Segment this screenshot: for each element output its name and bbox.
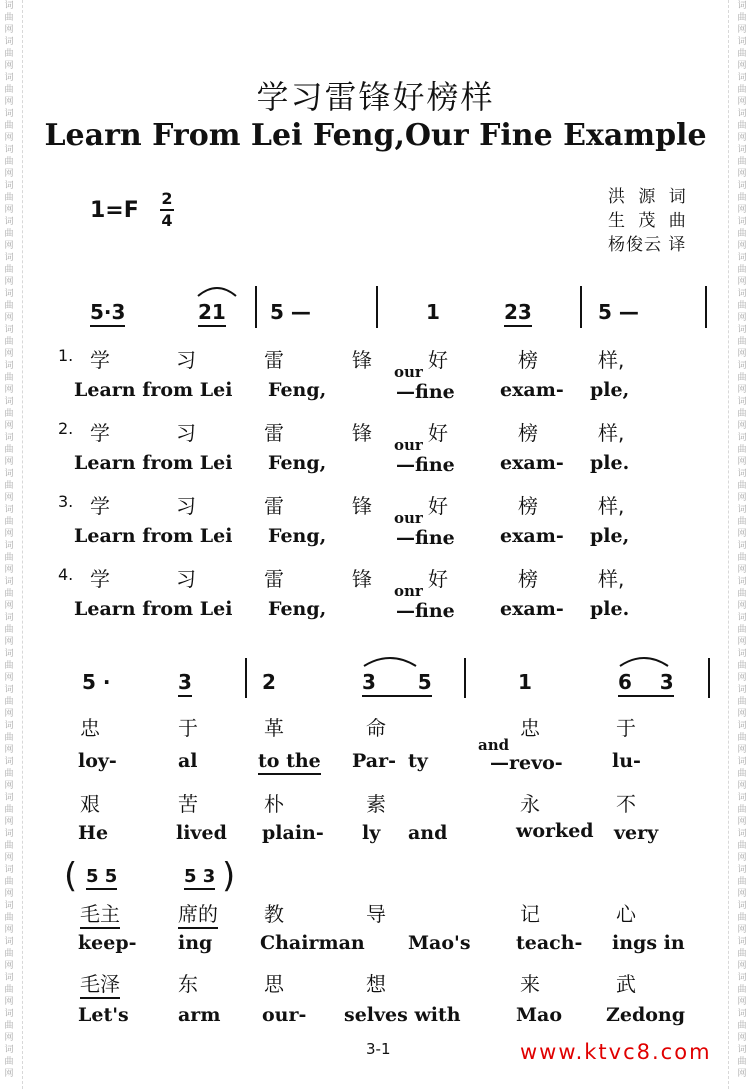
lyric-en: ing xyxy=(178,932,213,954)
lyric-en: plain- xyxy=(262,822,324,844)
lyric-en: ple. xyxy=(590,598,630,620)
note: 2 xyxy=(262,670,276,694)
time-bottom: 4 xyxy=(161,211,173,230)
left-watermark: 词曲网词曲网词曲网词曲网词曲网词曲网词曲网词曲网词曲网词曲网词曲网词曲网词曲网词曲网词曲网词曲网词曲网词曲网词曲网词曲网词曲网词曲网词曲网词曲网词曲网词曲网词曲网词曲网词曲网词曲网 xyxy=(4,1,14,1079)
lyric-en: Feng, xyxy=(268,452,327,474)
verse-number: 2. xyxy=(58,419,74,438)
lyric-en: —fine xyxy=(396,527,455,549)
lyric-cn: 武 xyxy=(616,972,636,996)
lyric-cn: 锋 xyxy=(352,494,372,518)
lyric-en: Let's xyxy=(78,1004,129,1026)
lyric-cn: 心 xyxy=(616,902,636,926)
lyric-cn: 锋 xyxy=(352,348,372,372)
lyric-en: teach- xyxy=(516,932,583,954)
lyric-cn: 学 xyxy=(90,348,110,372)
lyric-cn: 锋 xyxy=(352,567,372,591)
lyric-cn: 朴 xyxy=(264,792,284,816)
lyric-en: exam- xyxy=(500,598,564,620)
left-margin-line xyxy=(22,0,23,1089)
lyric-cn: 毛泽 xyxy=(80,968,120,997)
lyric-en: —fine xyxy=(396,600,455,622)
lyric-en: and xyxy=(408,822,448,844)
slur xyxy=(618,654,670,668)
note: 5 · xyxy=(82,670,111,694)
lyric-cn: 于 xyxy=(178,716,198,740)
lyric-en: Chairman xyxy=(260,932,365,954)
note: 1 xyxy=(518,670,532,694)
time-signature xyxy=(160,190,174,230)
lyric-cn: 习 xyxy=(176,421,196,445)
lyric-cn: 样, xyxy=(598,421,625,445)
note-group: 5 5 xyxy=(86,866,117,887)
lyric-cn: 好 xyxy=(428,494,448,518)
credit-lyricist: 洪 源 词 xyxy=(608,187,690,207)
lyric-cn: 雷 xyxy=(264,348,284,372)
lyric-cn: 于 xyxy=(616,716,636,740)
barline xyxy=(245,658,247,698)
paren-close: ) xyxy=(222,856,236,896)
lyric-en: Learn from Lei xyxy=(74,598,233,620)
lyric-cn: 革 xyxy=(264,716,284,740)
lyric-en: ple. xyxy=(590,452,630,474)
slur xyxy=(362,654,418,668)
lyric-cn: 习 xyxy=(176,494,196,518)
credit-translator: 杨俊云 译 xyxy=(608,235,687,255)
lyric-cn: 毛主 xyxy=(80,898,120,927)
lyric-en: exam- xyxy=(500,379,564,401)
note-group: 1 xyxy=(426,300,440,324)
barline xyxy=(255,286,257,328)
verse-number: 1. xyxy=(58,346,74,365)
note-group: 5 3 xyxy=(184,866,215,887)
lyric-en: lu- xyxy=(612,750,641,772)
lyric-cn: 好 xyxy=(428,348,448,372)
note-group: 5 — xyxy=(598,300,639,324)
lyric-en: and xyxy=(478,736,510,754)
lyric-en: al xyxy=(178,750,198,772)
lyric-en: onr xyxy=(394,582,423,600)
lyric-en: our- xyxy=(262,1004,307,1026)
lyric-cn: 雷 xyxy=(264,567,284,591)
lyric-cn: 忠 xyxy=(80,716,100,740)
lyric-cn: 样, xyxy=(598,567,625,591)
lyric-en: loy- xyxy=(78,750,117,772)
barline xyxy=(376,286,378,328)
lyric-cn: 不 xyxy=(616,792,636,816)
lyric-en: Learn from Lei xyxy=(74,379,233,401)
lyric-en: Feng, xyxy=(268,525,327,547)
note-group: 6 3 xyxy=(618,670,674,694)
lyric-en: lived xyxy=(176,822,227,844)
verse-number: 3. xyxy=(58,492,74,511)
lyric-cn: 好 xyxy=(428,421,448,445)
lyric-cn: 榜 xyxy=(518,421,538,445)
lyric-cn: 学 xyxy=(90,494,110,518)
right-margin-line xyxy=(728,0,729,1089)
lyric-en: Learn from Lei xyxy=(74,525,233,547)
lyric-cn: 席的 xyxy=(178,898,218,927)
lyric-en: selves with xyxy=(344,1004,461,1026)
lyric-cn: 来 xyxy=(520,972,540,996)
credit-composer: 生 茂 曲 xyxy=(608,211,690,231)
lyric-cn: 习 xyxy=(176,567,196,591)
note-group: 21 xyxy=(198,300,226,324)
lyric-en: Zedong xyxy=(606,1004,686,1026)
lyric-cn: 榜 xyxy=(518,348,538,372)
lyric-en: exam- xyxy=(500,452,564,474)
page-number: 3-1 xyxy=(366,1040,391,1058)
site-watermark: www.ktvc8.com xyxy=(520,1040,712,1064)
lyric-en: our xyxy=(394,509,423,527)
lyric-en: Learn from Lei xyxy=(74,452,233,474)
lyric-en: arm xyxy=(178,1004,221,1026)
title-chinese: 学习雷锋好榜样 xyxy=(256,78,495,116)
lyric-cn: 素 xyxy=(366,792,386,816)
note-group: 5·3 xyxy=(90,300,125,324)
lyric-cn: 想 xyxy=(366,972,386,996)
lyric-cn: 东 xyxy=(178,972,198,996)
lyric-cn: 雷 xyxy=(264,494,284,518)
lyric-cn: 命 xyxy=(366,716,386,740)
lyric-en: very xyxy=(614,822,659,844)
time-top: 2 xyxy=(161,189,173,208)
note-group: 5 — xyxy=(270,300,311,324)
lyric-en: Feng, xyxy=(268,598,327,620)
lyric-cn: 永 xyxy=(520,792,540,816)
lyric-en: keep- xyxy=(78,932,137,954)
lyric-en: ly xyxy=(362,822,381,844)
note: 3 xyxy=(178,670,192,694)
lyric-cn: 教 xyxy=(264,902,284,926)
lyric-cn: 思 xyxy=(264,972,284,996)
lyric-en: Mao's xyxy=(408,932,471,954)
lyric-en: Feng, xyxy=(268,379,327,401)
lyric-cn: 学 xyxy=(90,567,110,591)
verse-number: 4. xyxy=(58,565,74,584)
lyric-cn: 记 xyxy=(520,902,540,926)
lyric-en: exam- xyxy=(500,525,564,547)
title-english: Learn From Lei Feng,Our Fine Example xyxy=(44,118,707,153)
lyric-cn: 榜 xyxy=(518,494,538,518)
lyric-en: —fine xyxy=(396,381,455,403)
lyric-cn: 好 xyxy=(428,567,448,591)
lyric-cn: 学 xyxy=(90,421,110,445)
key-signature: 1=F xyxy=(90,198,139,223)
barline xyxy=(580,286,582,328)
lyric-en: to the xyxy=(258,750,321,772)
lyric-cn: 艰 xyxy=(80,792,100,816)
lyric-en: ings in xyxy=(612,932,685,954)
lyric-en: worked xyxy=(516,820,594,842)
paren-open: ( xyxy=(64,856,78,896)
barline xyxy=(705,286,707,328)
lyric-cn: 习 xyxy=(176,348,196,372)
lyric-en: our xyxy=(394,436,423,454)
lyric-cn: 忠 xyxy=(520,716,540,740)
lyric-en: ple, xyxy=(590,525,630,547)
lyric-en: —revo- xyxy=(490,752,563,774)
lyric-en: Mao xyxy=(516,1004,563,1026)
lyric-en: —fine xyxy=(396,454,455,476)
note-group: 3 5 xyxy=(362,670,432,694)
slur xyxy=(196,284,238,298)
lyric-cn: 榜 xyxy=(518,567,538,591)
barline xyxy=(708,658,710,698)
lyric-cn: 雷 xyxy=(264,421,284,445)
lyric-en: He xyxy=(78,822,109,844)
lyric-cn: 导 xyxy=(366,902,386,926)
barline xyxy=(464,658,466,698)
note-group: 23 xyxy=(504,300,532,324)
lyric-en: ty xyxy=(408,750,428,772)
lyric-en: our xyxy=(394,363,423,381)
lyric-en: Par- xyxy=(352,750,396,772)
lyric-cn: 锋 xyxy=(352,421,372,445)
right-watermark: 词曲网词曲网词曲网词曲网词曲网词曲网词曲网词曲网词曲网词曲网词曲网词曲网词曲网词曲网词曲网词曲网词曲网词曲网词曲网词曲网词曲网词曲网词曲网词曲网词曲网词曲网词曲网词曲网词曲网词曲网 xyxy=(737,1,747,1079)
lyric-cn: 苦 xyxy=(178,792,198,816)
lyric-en: ple, xyxy=(590,379,630,401)
lyric-cn: 样, xyxy=(598,494,625,518)
lyric-cn: 样, xyxy=(598,348,625,372)
